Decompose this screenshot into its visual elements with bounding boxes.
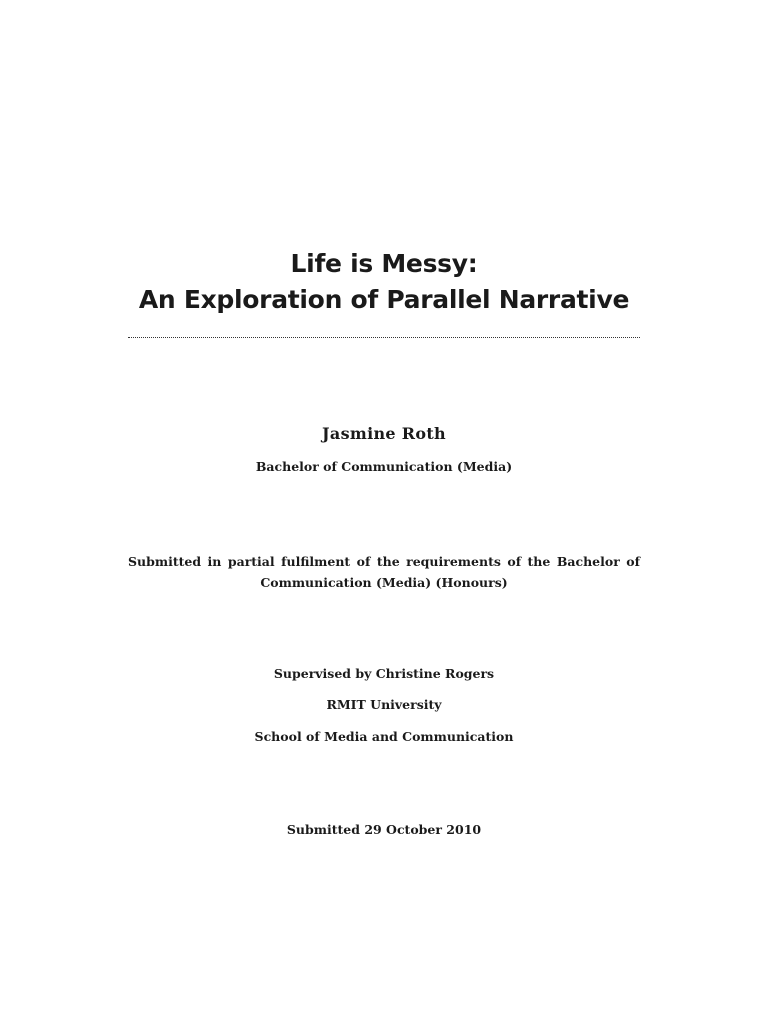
submission-statement: Submitted in partial fulfilment of the requirements of the Bachelor of Communication (Media) (Honours) bbox=[128, 554, 640, 590]
thesis-title bbox=[0, 246, 768, 318]
school-name: School of Media and Communication bbox=[254, 729, 514, 744]
author-name: Jasmine Roth bbox=[322, 424, 446, 443]
title-line-1: Life is Messy: bbox=[290, 249, 478, 278]
submission-date: Submitted 29 October 2010 bbox=[286, 822, 482, 837]
title-line-2: An Exploration of Parallel Narrative bbox=[138, 285, 630, 314]
degree-name: Bachelor of Communication (Media) bbox=[255, 459, 513, 474]
dotted-divider bbox=[128, 337, 640, 338]
supervisor-line: Supervised by Christine Rogers bbox=[273, 666, 495, 681]
university-name: RMIT University bbox=[326, 697, 442, 712]
